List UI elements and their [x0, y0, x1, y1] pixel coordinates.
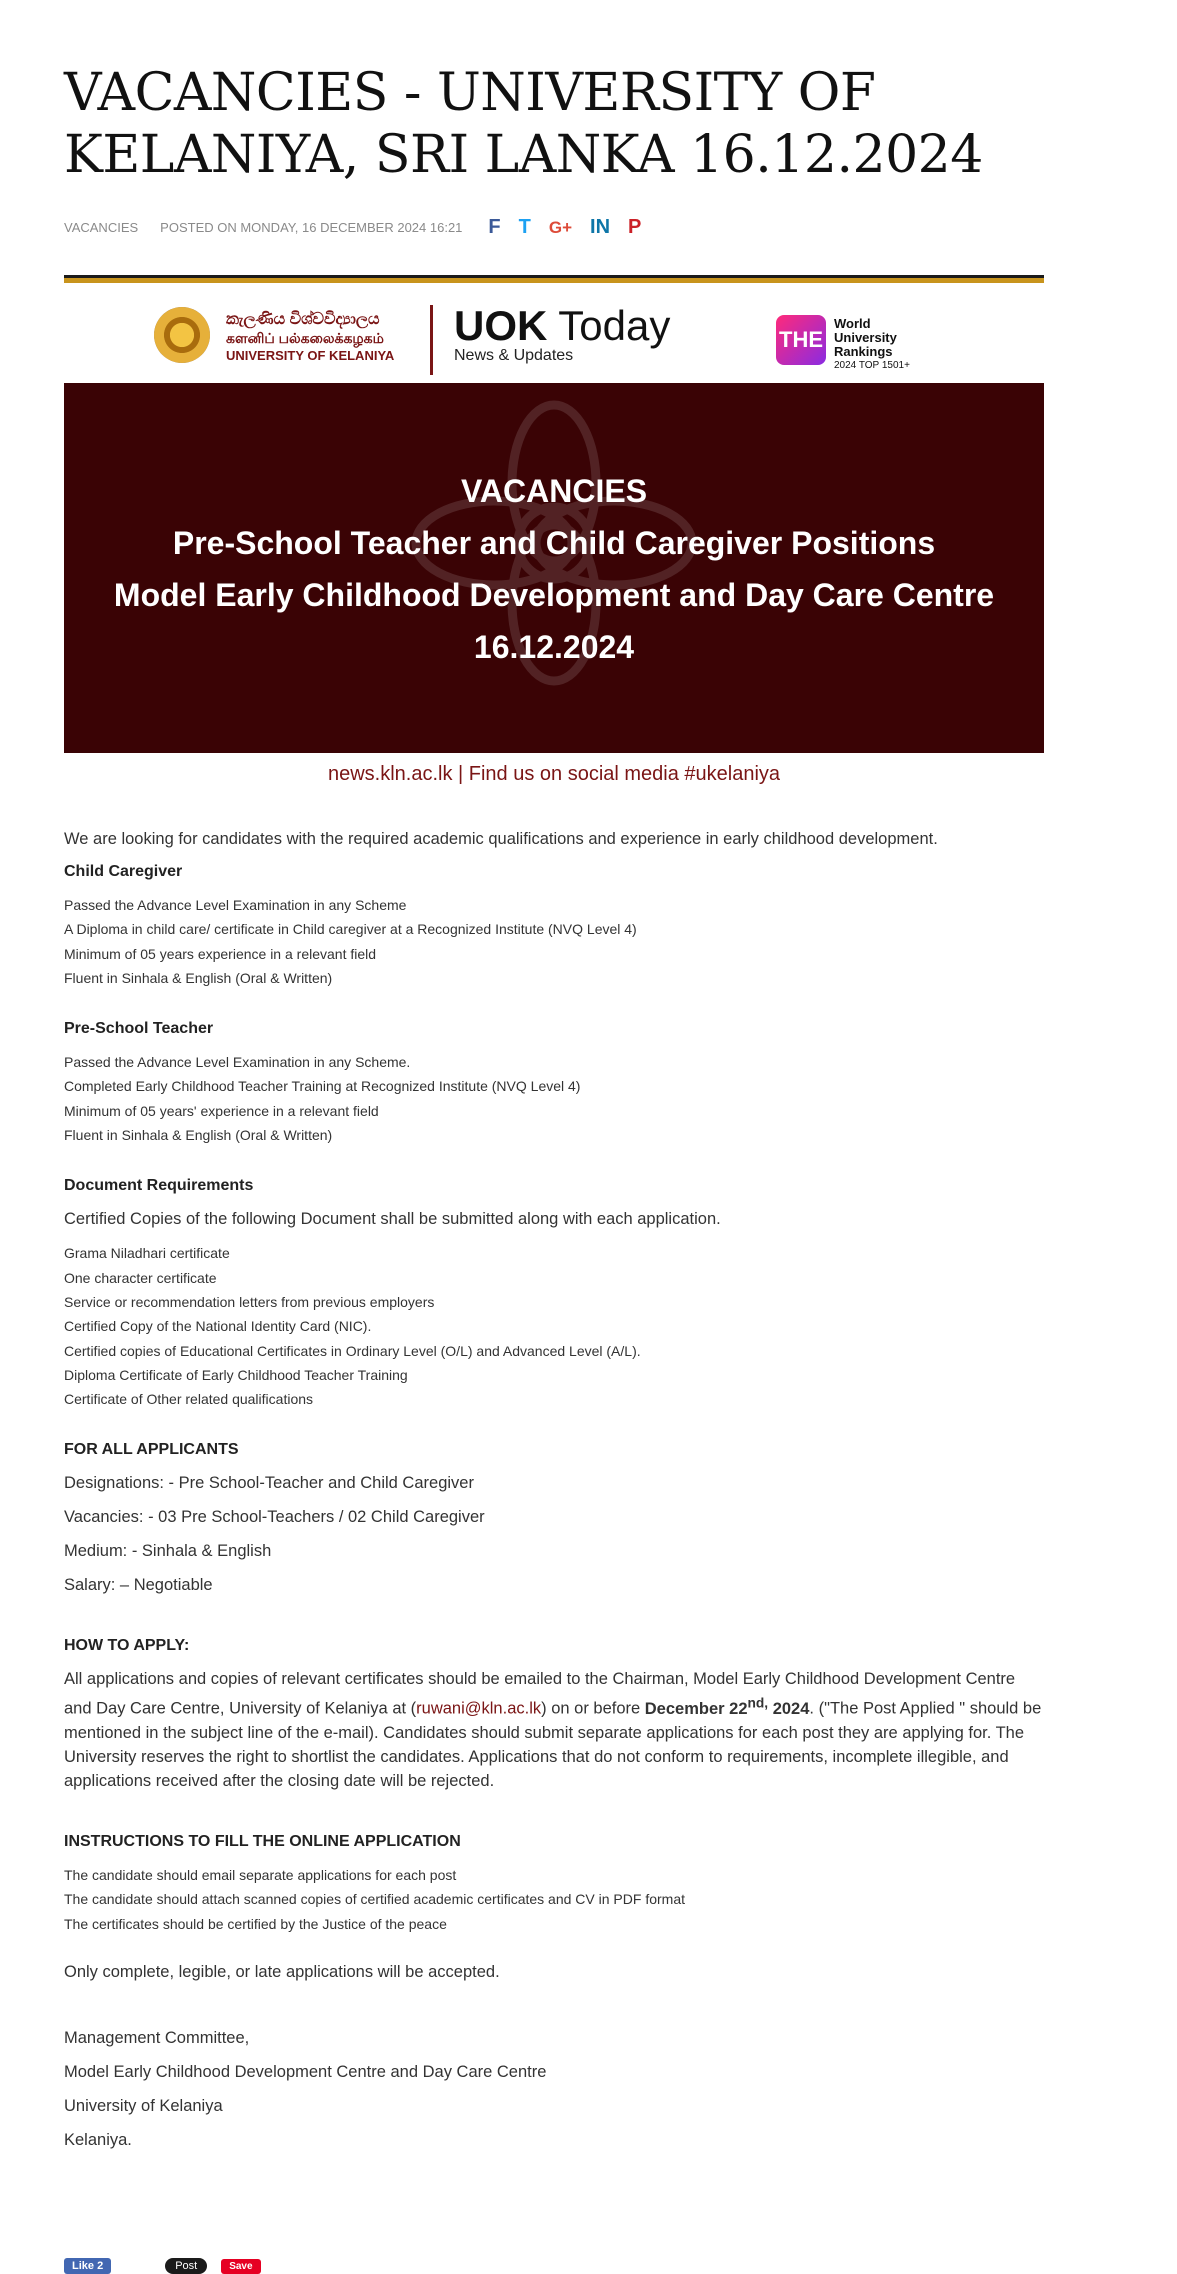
the-rankings-icon: THE [776, 315, 826, 365]
divider [430, 305, 433, 375]
list-item: Certificate of Other related qualifications [64, 1391, 314, 1408]
vacancy-banner [64, 275, 1044, 793]
the-rankings-text [834, 317, 910, 373]
the-line3: Rankings [834, 344, 893, 359]
hero-line3: Model Early Childhood Development and Day Care Centre [113, 577, 995, 613]
list-item: The candidate should email separate applications for each post [64, 1866, 457, 1883]
today-sub: News & Updates [454, 347, 574, 364]
list-item: Minimum of 05 years experience in a relevant field [64, 945, 377, 962]
teacher-heading: Pre-School Teacher [64, 1020, 214, 1038]
list-item: Grama Niladhari certificate [64, 1245, 230, 1262]
uok-sinhala: කැලණිය විශ්වවිද්‍යාලය [226, 311, 380, 328]
list-item: A Diploma in child care/ certificate in Child caregiver at a Recognized Institute (NVQ Level 4) [64, 921, 637, 938]
list-item: Fluent in Sinhala & English (Oral & Written) [64, 1127, 333, 1144]
signature-line: University of Kelaniya [64, 2096, 223, 2115]
share-bar [488, 216, 641, 239]
designations-row: Designations: - Pre School-Teacher and Child Caregiver [64, 1474, 474, 1493]
how-to-apply-heading: HOW TO APPLY: [64, 1637, 190, 1655]
how-to-apply-text [64, 1667, 1044, 1793]
today-bold: UOK [454, 302, 548, 349]
article-body [64, 830, 1044, 2162]
list-item: Passed the Advance Level Examination in any Scheme. [64, 1054, 411, 1071]
medium-row: Medium: - Sinhala & English [64, 1542, 272, 1561]
list-item: The certificates should be certified by the Justice of the peace [64, 1915, 447, 1932]
caregiver-heading: Child Caregiver [64, 863, 183, 880]
list-item: Certified copies of Educational Certificates in Ordinary Level (O/L) and Advanced Level (A/L). [64, 1342, 641, 1359]
today-rest: Today [547, 302, 671, 349]
list-item: Service or recommendation letters from previous employers [64, 1293, 435, 1310]
hero-panel [64, 383, 1044, 753]
intro-text: We are looking for candidates with the required academic qualifications and experience in early childhood development. [64, 830, 938, 848]
hero-line2: Pre-School Teacher and Child Caregiver Positions [172, 525, 936, 561]
post-meta [64, 216, 641, 239]
signature-block [64, 2026, 1044, 2152]
salary-row: Salary: – Negotiable [64, 1576, 213, 1595]
uok-seal-icon [154, 307, 210, 363]
deadline-date: December 22 [644, 1699, 748, 1718]
vacancies-row: Vacancies: - 03 Pre School-Teachers / 02 Child Caregiver [64, 1508, 485, 1527]
linkedin-icon[interactable]: IN [590, 216, 611, 238]
deadline-year: 2024 [768, 1699, 810, 1718]
uok-tamil: களனிப் பல்கலைக்கழகம் [226, 330, 384, 346]
list-item: Minimum of 05 years' experience in a relevant field [64, 1102, 379, 1119]
deadline-sup: nd, [747, 1695, 769, 1711]
list-item: Diploma Certificate of Early Childhood Teacher Training [64, 1366, 408, 1383]
posted-date: POSTED ON MONDAY, 16 DECEMBER 2024 16:21 [160, 220, 463, 235]
documents-lead: Certified Copies of the following Document shall be submitted along with each application. [64, 1210, 721, 1229]
hero-line1: VACANCIES [460, 473, 648, 509]
apply-text-b: ) on or before [541, 1699, 645, 1718]
the-line1: World [834, 316, 871, 331]
banner-footer: news.kln.ac.lk | Find us on social media #ukelaniya [327, 763, 781, 785]
signature-line: Management Committee, [64, 2028, 250, 2047]
x-post-button[interactable]: Post [165, 2258, 207, 2274]
google-plus-icon[interactable]: G+ [548, 217, 573, 237]
pinterest-icon[interactable]: P [628, 216, 642, 238]
share-buttons [64, 2258, 261, 2274]
list-item: Passed the Advance Level Examination in any Scheme [64, 897, 407, 913]
the-line2: University [834, 330, 897, 345]
facebook-icon[interactable]: F [488, 216, 501, 238]
all-applicants-heading: FOR ALL APPLICANTS [64, 1441, 239, 1459]
banner-stripe [64, 275, 1044, 283]
list-item: Fluent in Sinhala & English (Oral & Written) [64, 969, 333, 986]
list-item: One character certificate [64, 1269, 217, 1286]
apply-text-c: . ("The Post Applied " should be mentioned in the subject line of the e-mail). Candidates should submit separate applications for each post they are applying for. The University reserves the right to shortlist the candidates. Applications that do not conform to requirements, incomplete illegible, and applications received after the closing date will be rejected. [64, 1699, 1042, 1790]
uok-english: UNIVERSITY OF KELANIYA [226, 348, 395, 363]
email-link[interactable]: ruwani@kln.ac.lk [416, 1699, 542, 1718]
uok-today-logo [454, 303, 670, 365]
category-link[interactable]: VACANCIES [64, 220, 139, 235]
instructions-heading: INSTRUCTIONS TO FILL THE ONLINE APPLICATION [64, 1832, 461, 1850]
signature-line: Kelaniya. [64, 2130, 132, 2149]
facebook-like-button[interactable]: Like 2 [64, 2258, 111, 2274]
notice-text: Only complete, legible, or late applications will be accepted. [64, 1962, 500, 1981]
page-title: VACANCIES - UNIVERSITY OF KELANIYA, SRI LANKA 16.12.2024 [64, 63, 983, 185]
the-line4: 2024 TOP 1501+ [834, 360, 910, 371]
list-item: Completed Early Childhood Teacher Training at Recognized Institute (NVQ Level 4) [64, 1078, 581, 1095]
documents-heading: Document Requirements [64, 1177, 254, 1195]
apply-text-a: All applications and copies of relevant certificates should be emailed to the Chairman, Model Early Childhood Development Centre and Day Care Centre, University of Kelaniya at ( [64, 1670, 1016, 1718]
pinterest-save-button[interactable]: Save [221, 2259, 260, 2274]
hero-line4: 16.12.2024 [473, 629, 635, 665]
banner-logos [64, 283, 1044, 383]
signature-line: Model Early Childhood Development Centre and Day Care Centre [64, 2062, 547, 2081]
uok-names [226, 311, 394, 365]
twitter-icon[interactable]: T [518, 216, 531, 238]
list-item: The candidate should attach scanned copies of certified academic certificates and CV in PDF format [64, 1891, 685, 1908]
list-item: Certified Copy of the National Identity Card (NIC). [64, 1318, 372, 1335]
